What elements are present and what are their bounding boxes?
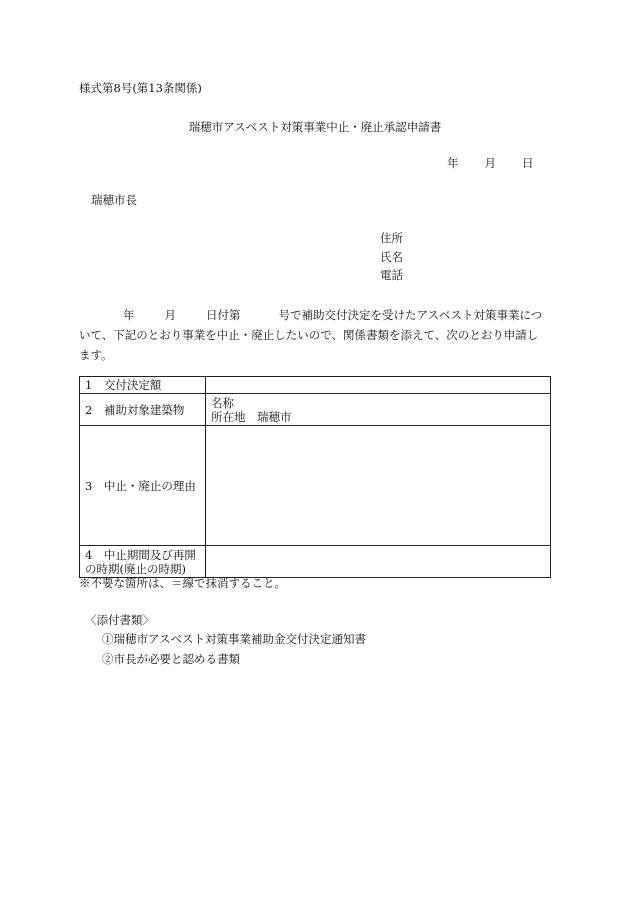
application-form-table: [79, 376, 551, 578]
target-building-value[interactable]: [206, 394, 551, 426]
reason-value[interactable]: [206, 426, 551, 546]
body-year-label: 年: [123, 308, 135, 322]
applicant-phone-label: 電話: [380, 268, 403, 282]
application-body-text: [79, 305, 549, 365]
suspension-period-label: [80, 546, 206, 578]
table-row-target-building: [80, 394, 551, 426]
attachment-item: ②市長が必要と認める書類: [102, 652, 240, 666]
body-day-no-label: 日付第: [206, 308, 241, 322]
grant-amount-value[interactable]: [206, 377, 551, 394]
body-month-label: 月: [164, 308, 176, 322]
applicant-address-label: 住所: [380, 231, 403, 245]
applicant-name-label: 氏名: [380, 250, 403, 264]
building-location-value: 瑞穂市: [257, 409, 292, 424]
table-row-suspension-period: [80, 546, 551, 578]
reason-label: 3 中止・廃止の理由: [80, 426, 206, 546]
table-row-reason: [80, 426, 551, 546]
attachment-item: ①瑞穂市アスベスト対策事業補助金交付決定通知書: [102, 632, 367, 646]
date-line: [447, 157, 534, 171]
attachments-title: 〈添付書類〉: [85, 613, 154, 627]
suspension-period-label-line2: の時期(廃止の時期): [85, 561, 186, 576]
form-number: 様式第8号(第13条関係): [79, 81, 202, 95]
document-title: 瑞穂市アスベスト対策事業中止・廃止承認申請書: [188, 120, 442, 134]
strike-through-note: ※不要な箇所は、＝線で抹消すること。: [79, 576, 286, 590]
date-year-label: 年: [447, 156, 459, 170]
grant-amount-label: 1 交付決定額: [80, 377, 206, 394]
building-location: [211, 410, 545, 424]
building-location-label: 所在地: [211, 409, 246, 424]
body-rest-text: 号で補助交付決定を受けたアスベスト対策事業について、下記のとおり事業を中止・廃止したいので、関係書類を添えて、次のとおり申請します。: [79, 308, 543, 362]
date-month-label: 月: [484, 156, 496, 170]
building-name-label: 名称: [211, 395, 234, 410]
table-row-grant-amount: [80, 377, 551, 394]
suspension-period-value[interactable]: [206, 546, 551, 578]
date-day-label: 日: [522, 156, 534, 170]
addressee: 瑞穂市長: [91, 193, 137, 207]
suspension-period-label-line1: 4 中止期間及び再開: [85, 547, 196, 562]
target-building-label: 2 補助対象建築物: [80, 394, 206, 426]
